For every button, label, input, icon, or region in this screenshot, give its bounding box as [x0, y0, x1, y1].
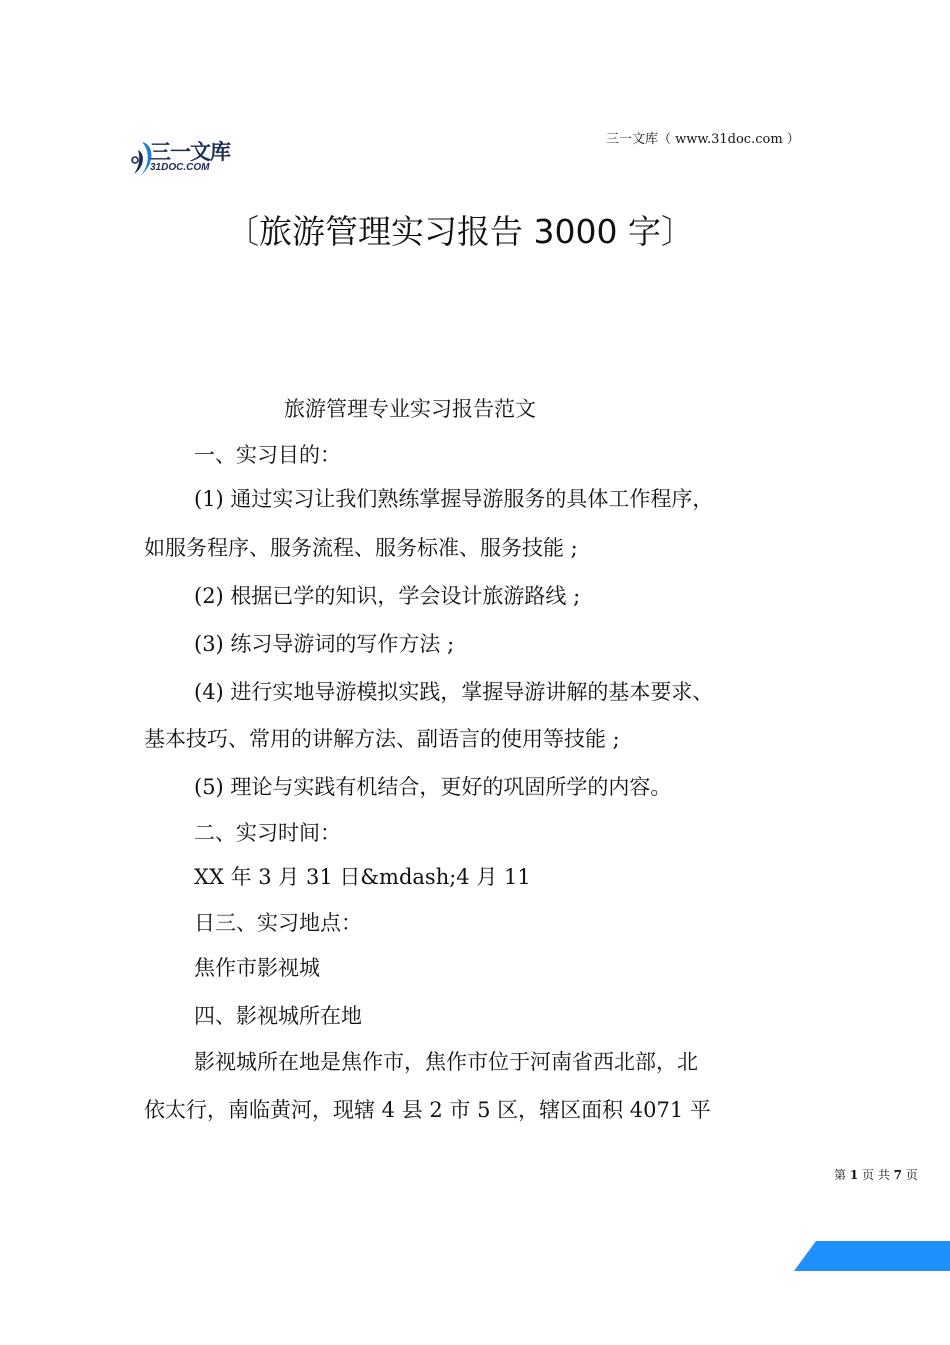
footer-accent-bar	[790, 1241, 950, 1271]
paragraph-line: (2) 根据已学的知识，学会设计旅游路线 ;	[194, 584, 581, 608]
paragraph-line: 焦作市影视城	[194, 956, 320, 980]
logo-subtitle: 31DOC.COM	[150, 162, 210, 173]
logo-title: 三一文库	[150, 140, 230, 164]
paragraph-line: XX 年 3 月 31 日&mdash;4 月 11	[194, 865, 531, 889]
site-logo	[128, 136, 248, 180]
paragraph-line: 依太行，南临黄河，现辖 4 县 2 市 5 区，辖区面积 4071 平	[144, 1098, 711, 1122]
paragraph-line: (1) 通过实习让我们熟练掌握导游服务的具体工作程序，	[194, 487, 714, 511]
paragraph-line: (3) 练习导游词的写作方法 ;	[194, 632, 455, 656]
section-heading-location: 日三、实习地点：	[194, 911, 362, 935]
paragraph-line: 基本技巧、常用的讲解方法、副语言的使用等技能 ;	[144, 727, 620, 751]
paragraph-line: 如服务程序、服务流程、服务标准、服务技能 ;	[144, 536, 578, 560]
section-heading-city: 四、影视城所在地	[194, 1004, 362, 1028]
paragraph-line: (4) 进行实地导游模拟实践，掌握导游讲解的基本要求、	[194, 680, 714, 704]
section-heading-purpose: 一、实习目的：	[194, 443, 341, 467]
document-subtitle: 旅游管理专业实习报告范文	[284, 397, 536, 421]
header-site-text: 三一文库（ www.31doc.com ）	[606, 132, 800, 147]
document-title: 〔旅游管理实习报告 3000 字〕	[226, 212, 694, 251]
page-number-footer: 第 1 页 共 7 页	[834, 1168, 918, 1182]
section-heading-time: 二、实习时间：	[194, 821, 341, 845]
paragraph-line: 影视城所在地是焦作市，焦作市位于河南省西北部，北	[194, 1050, 698, 1074]
paragraph-line: (5) 理论与实践有机结合，更好的巩固所学的内容。	[194, 775, 672, 799]
